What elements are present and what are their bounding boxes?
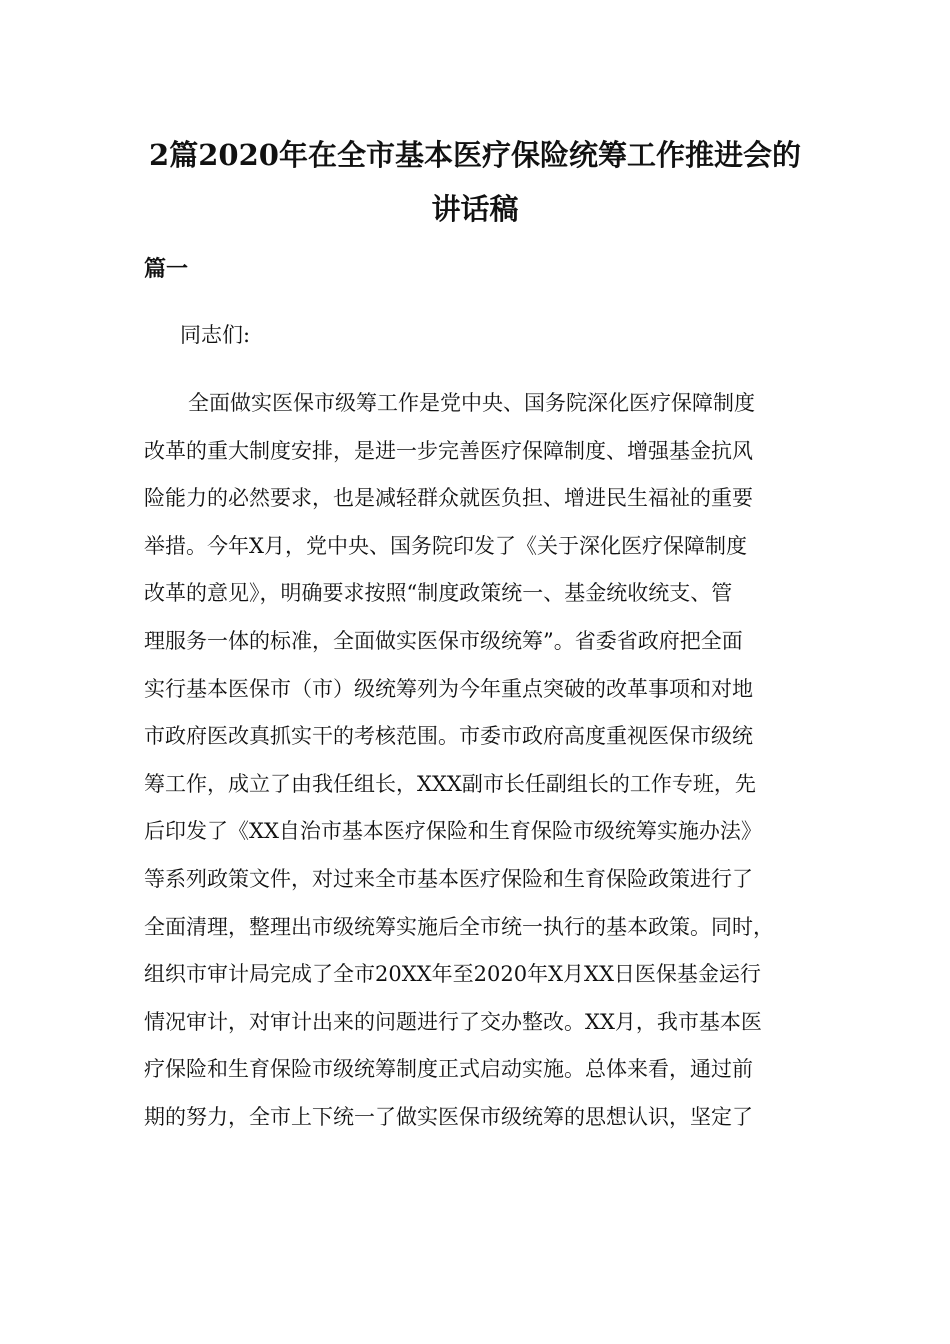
title-line: 讲话稿: [431, 192, 519, 226]
paragraph-line: 情况审计，对审计出来的问题进行了交办整改。XX月，我市基本医: [144, 1009, 762, 1034]
paragraph-line: 期的努力，全市上下统一了做实医保市级统筹的思想认识，坚定了: [144, 1104, 753, 1129]
document-title: [120, 128, 830, 236]
paragraph-line: 组织市审计局完成了全市20XX年至2020年X月XX日医保基金运行: [144, 962, 761, 987]
paragraph-line: 举措。今年X月，党中央、国务院印发了《关于深化医疗保障制度: [144, 533, 747, 558]
paragraph-line: 改革的意见》，明确要求按照“制度政策统一、基金统收统支、管: [144, 581, 733, 606]
paragraph-line: 等系列政策文件，对过来全市基本医疗保险和生育保险政策进行了: [144, 866, 753, 891]
paragraph-line: 全面做实医保市级筹工作是党中央、国务院深化医疗保障制度: [188, 391, 755, 415]
salutation: 同志们:: [180, 323, 251, 347]
paragraph-line: 改革的重大制度安排，是进一步完善医疗保障制度、增强基金抗风: [144, 438, 753, 463]
paragraph-line: 筹工作，成立了由我任组长，XXX副市长任副组长的工作专班，先: [144, 771, 756, 796]
paragraph-line: 理服务一体的标准，全面做实医保市级统筹”。省委省政府把全面: [144, 628, 743, 653]
paragraph-line: 实行基本医保市（市）级统筹列为今年重点突破的改革事项和对地: [144, 676, 753, 701]
paragraph-line: 市政府医改真抓实干的考核范围。市委市政府高度重视医保市级统: [144, 724, 753, 749]
paragraph-line: 险能力的必然要求，也是减轻群众就医负担、增进民生福祉的重要: [144, 486, 753, 511]
paragraph-line: 全面清理，整理出市级统筹实施后全市统一执行的基本政策。同时，: [144, 914, 774, 939]
body-paragraph: [144, 386, 808, 1148]
title-line: 2篇2020年在全市基本医疗保险统筹工作推进会的: [149, 138, 801, 172]
section-heading: 篇一: [144, 256, 189, 282]
paragraph-line: 后印发了《XX自治市基本医疗保险和生育保险市级统筹实施办法》: [144, 819, 762, 844]
paragraph-line: 疗保险和生育保险市级统筹制度正式启动实施。总体来看，通过前: [144, 1057, 753, 1082]
